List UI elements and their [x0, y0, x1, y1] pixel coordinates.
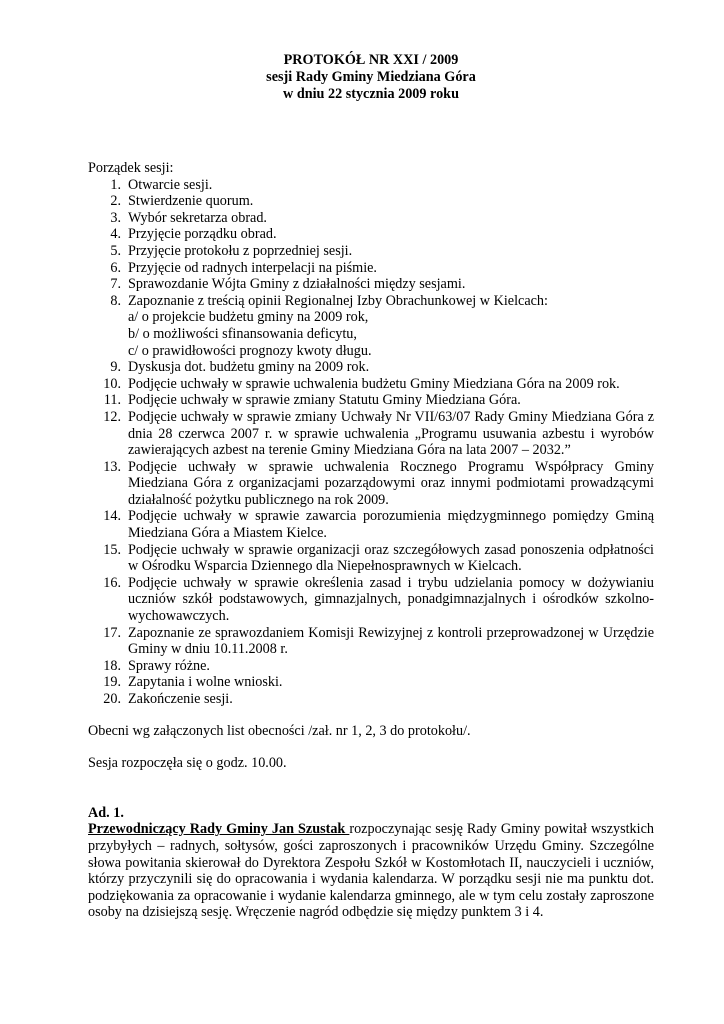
agenda-item	[88, 691, 654, 708]
agenda-item-number: 17.	[103, 624, 121, 641]
agenda-item	[88, 359, 654, 376]
title-line-2: sesji Rady Gminy Miedziana Góra	[266, 69, 476, 85]
agenda-item	[88, 260, 654, 277]
agenda-item	[88, 293, 654, 359]
agenda-item-text: Otwarcie sesji.	[128, 176, 213, 193]
agenda-item	[88, 376, 654, 393]
agenda-item-text: Dyskusja dot. budżetu gminy na 2009 rok.	[128, 359, 370, 376]
agenda-item-number: 7.	[110, 276, 121, 293]
agenda-item	[88, 243, 654, 260]
ad1-heading: Ad. 1.	[88, 804, 124, 821]
agenda-item	[88, 674, 654, 691]
agenda-item-text: Przyjęcie porządku obrad.	[128, 226, 277, 243]
agenda-item-text: Sprawozdanie Wójta Gminy z działalności między sesjami.	[128, 276, 466, 293]
agenda-item-text: Podjęcie uchwały w sprawie zmiany Statutu Gminy Miedziana Góra.	[128, 392, 521, 409]
ad1-speaker: Przewodniczący Rady Gminy Jan Szustak	[88, 821, 350, 838]
agenda-item	[88, 193, 654, 210]
agenda-item	[88, 276, 654, 293]
agenda-item-number: 8.	[110, 292, 121, 309]
agenda-item-text: Podjęcie uchwały w sprawie organizacji oraz szczegółowych zasad ponoszenia odpłatności w Ośrodku Wsparcia Dziennego dla Niepełnosprawnych w Kielcach.	[128, 541, 654, 575]
agenda-item-number: 6.	[110, 259, 121, 276]
agenda-item-text: Podjęcie uchwały w sprawie zmiany Uchwały Nr VII/63/07 Rady Gminy Miedziana Góra z dnia 28 czerwca 2007 r. w sprawie uchwalenia „Programu usuwania azbestu i wyrobów zawierających azbest na terenie Gminy Miedziana Góra na lata 2007 – 2032.”	[128, 408, 654, 459]
agenda-item-text: Zapytania i wolne wnioski.	[128, 674, 283, 691]
agenda-item-text-block	[128, 508, 654, 541]
title-line-3: w dniu 22 stycznia 2009 roku	[283, 86, 459, 102]
agenda-item-text: Stwierdzenie quorum.	[128, 193, 254, 210]
agenda-item-number: 5.	[110, 242, 121, 259]
agenda-list	[88, 177, 654, 708]
agenda-item-text-block	[128, 359, 654, 376]
agenda-item-number: 19.	[103, 674, 121, 691]
agenda-item-text-block	[128, 276, 654, 293]
agenda-item-text-block	[128, 260, 654, 277]
ad1-body-text: rozpoczynając sesję Rady Gminy powitał wszystkich przybyłych – radnych, sołtysów, gości zaproszonych i pracowników Urzędu Gminy. Szczególne słowa powitania skierował do Dyrektora Zespołu Szkół w Kostomłotach II, nauczycieli i uczniów, którzy przyczynili się do opracowania i wydania kalendarza. W porządku sesji nie ma punktu dot. podziękowania za opracowanie i wydanie kalendarza gminnego, ale w tym celu zostały zaproszone osoby na dzisiejszą sesję. Wręczenie nagród odbędzie się między punktem 3 i 4.	[88, 821, 654, 921]
agenda-item-text: Podjęcie uchwały w sprawie zawarcia porozumienia międzygminnego pomiędzy Gminą Miedziana Góra a Miastem Kielce.	[128, 508, 654, 542]
agenda-heading: Porządek sesji:	[88, 160, 174, 176]
agenda-item-text: Przyjęcie protokołu z poprzedniej sesji.	[128, 242, 353, 259]
agenda-item-text-block	[128, 243, 654, 260]
agenda-item-number: 3.	[110, 209, 121, 226]
agenda-item-text: Sprawy różne.	[128, 657, 210, 674]
agenda-item-text: Podjęcie uchwały w sprawie określenia zasad i trybu udzielania pomocy w dożywianiu uczniów szkół podstawowych, gimnazjalnych, ponadgimnazjalnych i ośrodków szkolno-wychowawczych.	[128, 574, 654, 625]
agenda-item-text-block	[128, 409, 654, 459]
agenda-item	[88, 658, 654, 675]
agenda-item-text-block	[128, 376, 654, 393]
ad1-paragraph	[88, 821, 654, 921]
agenda-item-text-block	[128, 625, 654, 658]
title-line-1: PROTOKÓŁ NR XXI / 2009	[283, 52, 459, 68]
agenda-item-number: 10.	[103, 375, 121, 392]
agenda-item-number: 13.	[103, 458, 121, 475]
agenda-item-number: 9.	[110, 359, 121, 376]
attendance-note: Obecni wg załączonych list obecności /zał. nr 1, 2, 3 do protokołu/.	[88, 722, 471, 739]
agenda-item-text-block	[128, 210, 654, 227]
document-title	[88, 52, 654, 103]
agenda-item	[88, 575, 654, 625]
agenda-item-text-block	[128, 177, 654, 194]
agenda-item-number: 12.	[103, 408, 121, 425]
agenda-item-number: 15.	[103, 541, 121, 558]
agenda-item	[88, 392, 654, 409]
agenda-item-number: 1.	[110, 176, 121, 193]
agenda-item-text-block	[128, 293, 654, 359]
agenda-item-number: 16.	[103, 574, 121, 591]
agenda-item-number: 11.	[103, 392, 121, 409]
agenda-subitem: b/ o możliwości sfinansowania deficytu,	[128, 325, 357, 342]
agenda-item-text: Przyjęcie od radnych interpelacji na piśmie.	[128, 259, 377, 276]
agenda-item-text-block	[128, 193, 654, 210]
agenda-item	[88, 459, 654, 509]
agenda-item-text-block	[128, 575, 654, 625]
agenda-subitem: c/ o prawidłowości prognozy kwoty długu.	[128, 342, 372, 359]
agenda-item-text-block	[128, 226, 654, 243]
agenda-item-text-block	[128, 459, 654, 509]
agenda-item-text: Podjęcie uchwały w sprawie uchwalenia Rocznego Programu Współpracy Gminy Miedziana Góra z organizacjami pozarządowymi oraz innymi podmiotami prowadzącymi działalność pożytku publicznego na rok 2009.	[128, 458, 654, 508]
agenda-item-text-block	[128, 658, 654, 675]
agenda-item-text-block	[128, 542, 654, 575]
start-time-note: Sesja rozpoczęła się o godz. 10.00.	[88, 755, 287, 772]
agenda-item-text: Zapoznanie ze sprawozdaniem Komisji Rewizyjnej z kontroli przeprowadzonej w Urzędzie Gminy w dniu 10.11.2008 r.	[128, 624, 654, 658]
agenda-item-number: 2.	[110, 193, 121, 210]
agenda-item-text: Wybór sekretarza obrad.	[128, 209, 267, 226]
agenda-item	[88, 508, 654, 541]
agenda-item	[88, 177, 654, 194]
agenda-item-text: Zapoznanie z treścią opinii Regionalnej Izby Obrachunkowej w Kielcach:	[128, 292, 548, 309]
agenda-item-number: 20.	[103, 691, 121, 707]
agenda-item	[88, 210, 654, 227]
agenda-item-text-block	[128, 392, 654, 409]
agenda-item-number: 14.	[103, 508, 121, 525]
agenda-item-text: Podjęcie uchwały w sprawie uchwalenia budżetu Gminy Miedziana Góra na 2009 rok.	[128, 375, 620, 392]
agenda-item-text: Zakończenie sesji.	[128, 691, 233, 707]
agenda-item	[88, 409, 654, 459]
agenda-subitem: a/ o projekcie budżetu gminy na 2009 rok,	[128, 309, 369, 326]
agenda-item-text-block	[128, 674, 654, 691]
agenda-item	[88, 625, 654, 658]
agenda-item	[88, 542, 654, 575]
agenda-item-number: 4.	[110, 226, 121, 243]
agenda-item	[88, 226, 654, 243]
agenda-item-text-block	[128, 691, 654, 708]
agenda-item-number: 18.	[103, 657, 121, 674]
